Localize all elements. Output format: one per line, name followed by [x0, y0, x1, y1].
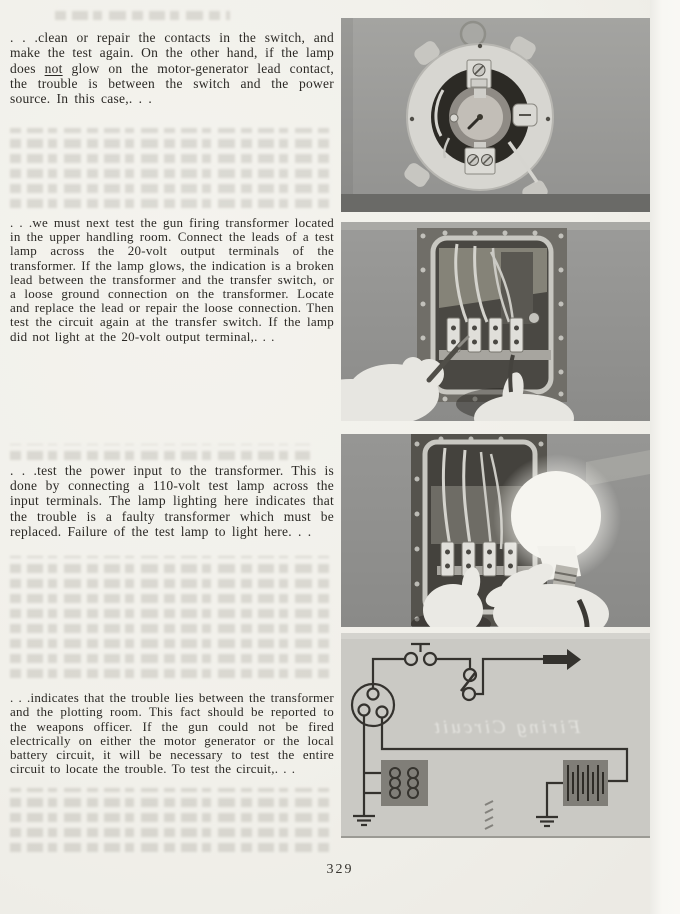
ghost-bleed-through [10, 788, 332, 852]
photo-dark-band [341, 194, 650, 212]
figure-test-lamp-glowing-photo [341, 434, 650, 627]
page-right-margin [650, 0, 680, 914]
paragraph-trouble-location: . . .indicates that the trouble lies between the transformer and the plotting room. This fact should be reported to the weapons officer. If the gun could not be fired electrically on either the motor generator or the local battery circuit, it will be necessary to test the entire circuit to locate the trouble. To test the circuit,. . . [10, 690, 334, 777]
ghost-caption: Firing Circuit [431, 717, 581, 738]
paragraph-text: . . .clean or repair the contacts in the switch, and make the test again. On the other hand, if the lamp does [10, 30, 334, 76]
ghost-bleed-through [10, 128, 332, 208]
ghost-bleed-through [10, 556, 332, 678]
ghost-bleed-through [10, 444, 310, 460]
paragraph-test-power-input: . . .test the power input to the transformer. This is done by connecting a 110-volt test lamp across the input terminals. The lamp lighting here indicates that the trouble is a faulty transformer which must be replaced. Failure of the test lamp to light here. . . [10, 463, 334, 539]
terminal-bottom [465, 148, 495, 174]
transformer-symbol [381, 760, 428, 806]
figure-transfer-switch-photo [341, 18, 650, 212]
battery-symbol [563, 760, 608, 806]
figure-firing-circuit-diagram [341, 633, 650, 838]
page-number: 329 [326, 862, 354, 877]
ghost-bleed-through [55, 6, 230, 20]
figure-terminal-box-test-probe-photo [341, 222, 650, 421]
paragraph-test-transformer: . . .we must next test the gun firing transformer located in the upper handling room. Connect the leads of a test lamp across the 20-volt output terminals of the transformer. If the lamp glows, the indication is a broken lead between the transformer and the transfer switch, or a loose ground connection on the transformer. Locate and replace the lead or repair the loose connection. Then test the circuit again at the transfer switch. If the lamp did not light at the 20-volt output terminal,. . . [10, 215, 334, 344]
terminal-right [513, 104, 537, 126]
paragraph-text: glow on the motor-generator lead contact, the trouble is between the switch and the power source. In this case,. . . [10, 60, 334, 107]
underlined-word: not [44, 60, 63, 76]
paragraph-clean-or-repair [10, 30, 334, 106]
terminal-top [467, 60, 491, 88]
